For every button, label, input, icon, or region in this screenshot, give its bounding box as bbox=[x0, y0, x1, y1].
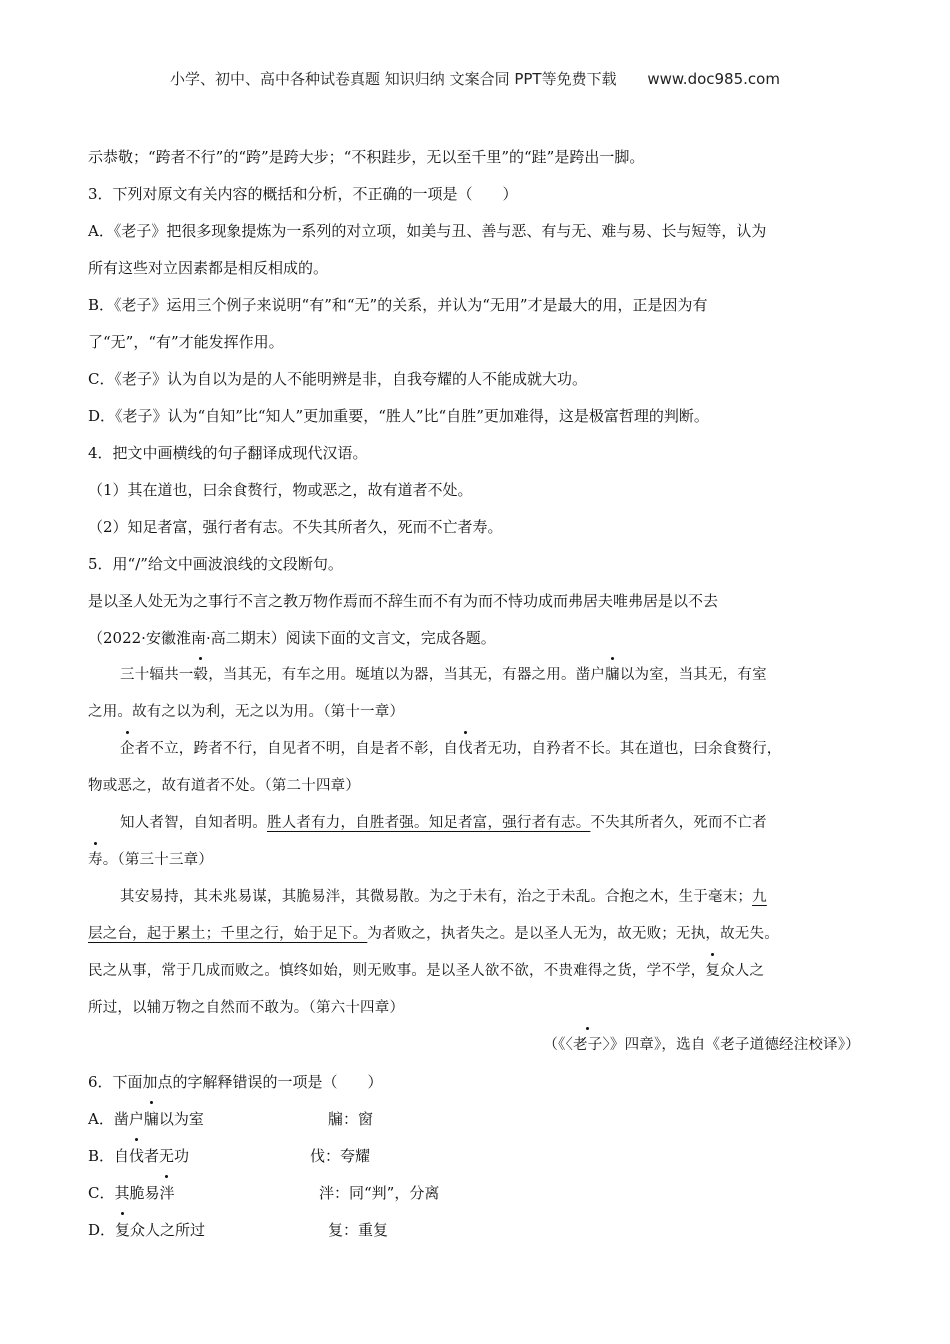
dotted-char: 复 bbox=[705, 956, 720, 986]
question-4: 4．把文中画横线的句子翻译成现代汉语。 bbox=[88, 444, 368, 462]
passage-line: 寿。（第三十三章） bbox=[88, 845, 868, 882]
passage-paragraph: 企者不立，跨者不行，自见者不明，自是者不彰，自伐者无功，自矜者不长。其在道也，曰余食赘行， bbox=[88, 734, 868, 771]
header-text: 小学、初中、高中各种试卷真题 知识归纳 文案合同 PPT等免费下载 bbox=[170, 70, 617, 88]
passage-line: 物或恶之，故有道者不处。（第二十四章） bbox=[88, 778, 361, 794]
dotted-char: 牖 bbox=[144, 1104, 159, 1134]
underlined-sentence: 胜人者有力，自胜者强。知足者富，强行者有志。 bbox=[267, 815, 591, 831]
option-explanation: 复：重复 bbox=[328, 1221, 389, 1239]
question-5-text: 是以圣人处无为之事行不言之教万物作焉而不辞生而不有为而不恃功成而弗居夫唯弗居是以不去 bbox=[88, 592, 719, 610]
text-line: 示恭敬；“跨者不行”的“跨”是跨大步；“不积跬步，无以至千里”的“跬”是跨出一脚。 bbox=[88, 148, 645, 166]
option-3b-cont: 了“无”，“有”才能发挥作用。 bbox=[88, 333, 284, 351]
option-3b: B．《老子》运用三个例子来说明“有”和“无”的关系，并认为“无用”才是最大的用，正是因为有 bbox=[88, 296, 708, 314]
option-6b: B．自伐者无功 伐：夸耀 bbox=[88, 1141, 868, 1178]
option-6d: D．复众人之所过 复：重复 bbox=[88, 1215, 868, 1252]
passage-paragraph: 其安易持，其未兆易谋，其脆易泮，其微易散。为之于未有，治之于未乱。合抱之木，生于毫末；九 bbox=[120, 889, 767, 905]
underlined-sentence: 层之台，起于累土；千里之行，始于足下。 bbox=[88, 926, 368, 942]
dotted-char: 复 bbox=[115, 1215, 130, 1245]
passage-line: 之用。故有之以为利，无之以为用。（第十一章） bbox=[88, 704, 405, 720]
passage-paragraph: 三十辐共一毂，当其无，有车之用。埏埴以为器，当其无，有器之用。凿户牖以为室，当其无，有室 bbox=[88, 660, 868, 697]
passage-citation: （《〈老子〉》四章》，选自《老子道德经注校译》） bbox=[88, 1030, 868, 1067]
header-site-link[interactable]: www.doc985.com bbox=[647, 70, 780, 88]
passage-line: 民之从事，常于几成而败之。慎终如始，则无败事。是以圣人欲不欲，不贵难得之货，学不学，复众人之 bbox=[88, 956, 868, 993]
dotted-char: 寿 bbox=[88, 845, 103, 875]
option-explanation: 牖：窗 bbox=[328, 1110, 374, 1128]
option-explanation: 泮：同“判”，分离 bbox=[319, 1184, 440, 1202]
dotted-char: 老子 bbox=[573, 1030, 602, 1060]
document-body bbox=[88, 142, 868, 1252]
passage-paragraph: 知人者智，自知者明。胜人者有力，自胜者强。知足者富，强行者有志。不失其所者久，死而不亡者 bbox=[120, 815, 767, 831]
option-explanation: 伐：夸耀 bbox=[310, 1147, 371, 1165]
underlined-sentence: 九 bbox=[752, 889, 767, 905]
dotted-char: 牖 bbox=[605, 660, 620, 690]
option-3a: A．《老子》把很多现象提炼为一系列的对立项，如美与丑、善与恶、有与无、难与易、长与短等，认为 bbox=[88, 222, 767, 240]
option-6c: C．其脆易泮 泮：同“判”，分离 bbox=[88, 1178, 868, 1215]
dotted-char: 伐 bbox=[129, 1141, 144, 1171]
option-6a: A．凿户牖以为室 牖：窗 bbox=[88, 1104, 868, 1141]
passage-source: （2022·安徽淮南·高二期末）阅读下面的文言文，完成各题。 bbox=[88, 629, 496, 647]
question-4-1: （1）其在道也，曰余食赘行，物或恶之，故有道者不处。 bbox=[88, 481, 473, 499]
question-6: 6．下面加点的字解释错误的一项是（ ） bbox=[88, 1073, 383, 1091]
page-header bbox=[0, 68, 950, 89]
question-3: 3．下列对原文有关内容的概括和分析，不正确的一项是（ ） bbox=[88, 185, 518, 203]
dotted-char: 毂 bbox=[194, 660, 209, 690]
dotted-char: 伐 bbox=[458, 734, 473, 764]
passage-line: 所过，以辅万物之自然而不敢为。（第六十四章） bbox=[88, 1000, 405, 1016]
dotted-char: 泮 bbox=[159, 1178, 174, 1208]
passage-line: 层之台，起于累土；千里之行，始于足下。为者败之，执者失之。是以圣人无为，故无败；无执，故无失。 bbox=[88, 926, 779, 942]
question-4-2: （2）知足者富，强行者有志。不失其所者久，死而不亡者寿。 bbox=[88, 518, 503, 536]
dotted-char: 企 bbox=[120, 734, 135, 764]
option-3d: D．《老子》认为“自知”比“知人”更加重要，“胜人”比“自胜”更加难得，这是极富哲理的判断。 bbox=[88, 407, 709, 425]
option-3a-cont: 所有这些对立因素都是相反相成的。 bbox=[88, 259, 329, 277]
question-5: 5．用“/”给文中画波浪线的文段断句。 bbox=[88, 555, 343, 573]
option-3c: C．《老子》认为自以为是的人不能明辨是非，自我夸耀的人不能成就大功。 bbox=[88, 370, 587, 388]
